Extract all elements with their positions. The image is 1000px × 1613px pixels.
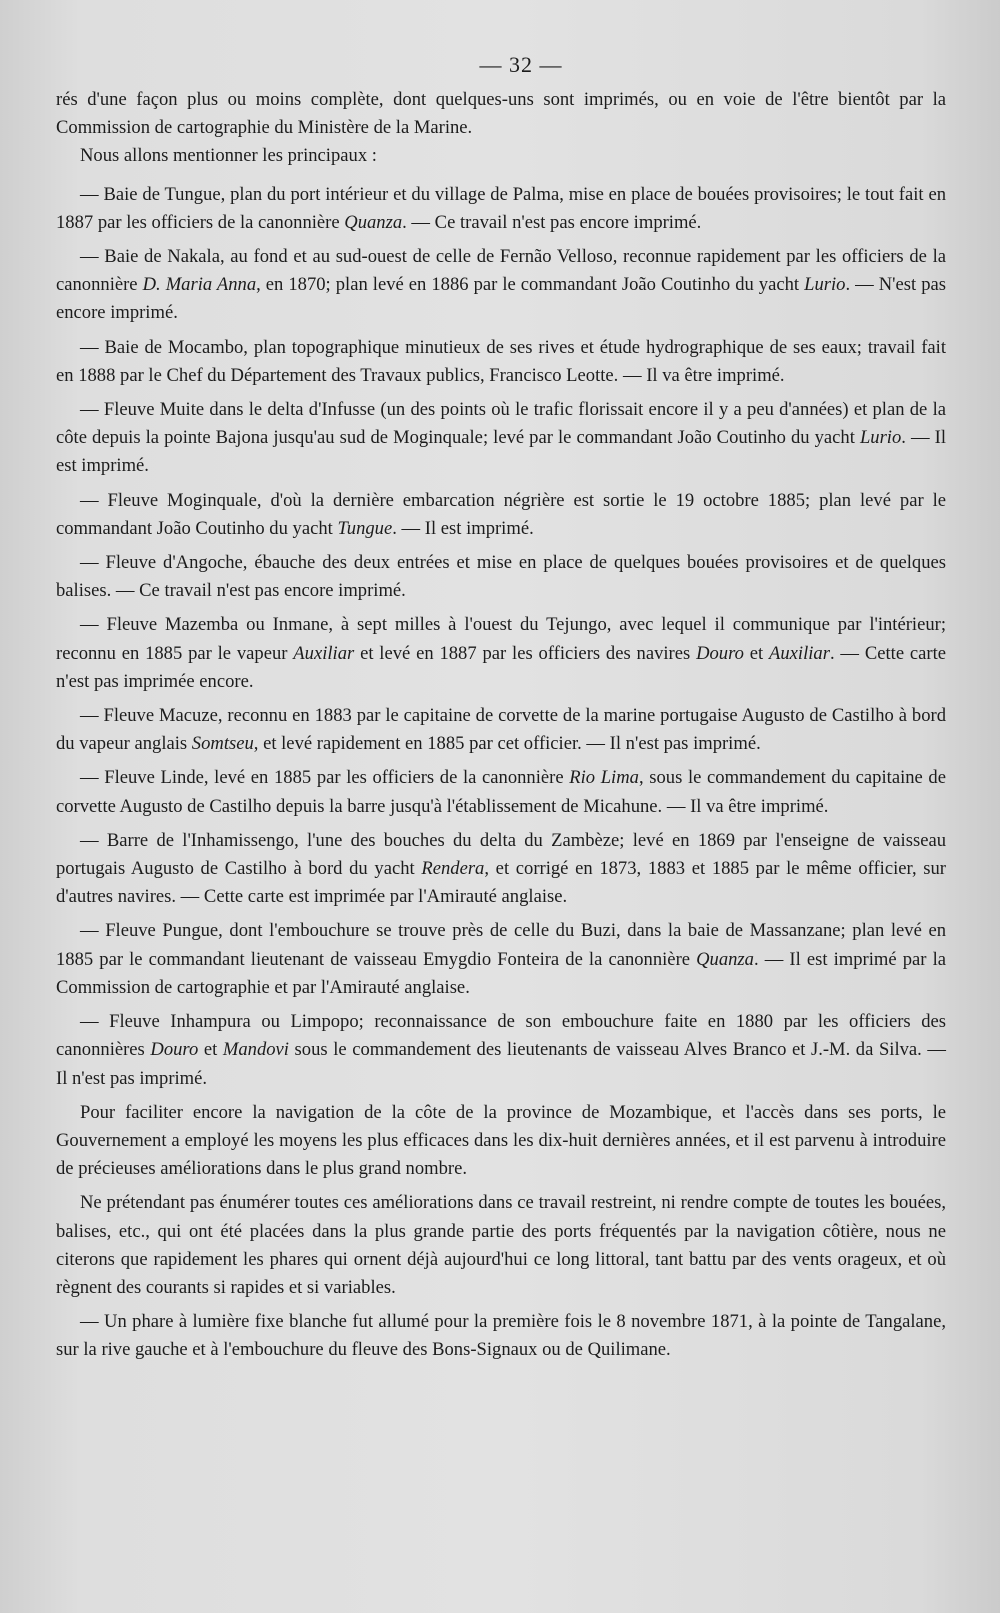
ship-name: Douro bbox=[696, 642, 744, 664]
text-run: . — N'est pas encore imprimé. bbox=[56, 274, 946, 324]
text-run: — Baie de Mocambo, plan topographique minutieux de ses rives et étude hydrographique de ses eaux; travail fait en 1888 par le Chef du Département des Travaux publics, Francisco Leotte. — Il va être imprimé. bbox=[56, 336, 946, 386]
text-run: sous le commandement des lieutenants de vaisseau Alves Branco et J.-M. da Silva. — Il n'est pas imprimé. bbox=[56, 1039, 946, 1089]
body-text bbox=[56, 86, 946, 1365]
text-run: — Fleuve Inhampura ou Limpopo; reconnaissance de son embouchure faite en 1880 par les officiers des canonnières bbox=[56, 1011, 946, 1061]
paragraph bbox=[56, 1099, 946, 1184]
text-run: . — Il est imprimé par la Commission de cartographie et par l'Amirauté anglaise. bbox=[56, 948, 946, 998]
paragraph bbox=[56, 611, 946, 696]
text-run: , sous le commandement du capitaine de corvette Augusto de Castilho depuis la barre jusqu'à l'établissement de Micahune. — Il va être imprimé. bbox=[56, 767, 946, 817]
ship-name: Lurio bbox=[804, 274, 846, 296]
paragraph bbox=[56, 1308, 946, 1364]
ship-name: Rendera bbox=[421, 858, 485, 880]
ship-name: Lurio bbox=[859, 427, 902, 449]
text-run: — Baie de Tungue, plan du port intérieur et du village de Palma, mise en place de bouées provisoires; le tout fait en 1887 par les officiers de la canonnière bbox=[56, 183, 946, 233]
paragraph bbox=[56, 1189, 946, 1302]
paragraph bbox=[56, 487, 946, 543]
paragraph bbox=[56, 1008, 946, 1093]
text-run: — Fleuve Linde, levé en 1885 par les officiers de la canonnière bbox=[80, 767, 570, 789]
text-run: et levé en 1887 par les officiers des navires bbox=[354, 642, 697, 664]
text-run: , en 1870; plan levé en 1886 par le commandant João Coutinho du yacht bbox=[256, 274, 805, 296]
text-run: — Fleuve Muite dans le delta d'Infusse (un des points où le trafic florissait encore il y a peu d'années) et plan de la côte depuis la pointe Bajona jusqu'au sud de Moginquale; levé par le commandant João Coutinho du yacht bbox=[56, 399, 946, 449]
text-run: rés d'une façon plus ou moins complète, dont quelques-uns sont imprimés, ou en voie de l'être bientôt par la Commission de cartographie du Ministère de la Marine. bbox=[56, 89, 946, 139]
paragraph bbox=[56, 181, 946, 237]
paragraph bbox=[56, 86, 946, 142]
text-run: . — Ce travail n'est pas encore imprimé. bbox=[402, 211, 702, 233]
text-run: — Fleuve Pungue, dont l'embouchure se trouve près de celle du Buzi, dans la baie de Massanzane; plan levé en 1885 par le commandant lieutenant de vaisseau Emygdio Fonteira de la canonnière bbox=[56, 920, 946, 970]
text-run: Nous allons mentionner les principaux : bbox=[80, 145, 377, 167]
text-run: — Un phare à lumière fixe blanche fut allumé pour la première fois le 8 novembre 1871, à la pointe de Tangalane, sur la rive gauche et à l'embouchure du fleuve des Bons-Signaux ou de Quilimane. bbox=[56, 1311, 946, 1361]
text-run: — Fleuve d'Angoche, ébauche des deux entrées et mise en place de quelques bouées provisoires et de quelques balises. — Ce travail n'est pas encore imprimé. bbox=[56, 552, 946, 602]
ship-name: Douro bbox=[150, 1039, 199, 1061]
text-run: — Fleuve Mazemba ou Inmane, à sept milles à l'ouest du Tejungo, avec lequel il communique par l'intérieur; reconnu en 1885 par le vapeur bbox=[56, 614, 946, 664]
page-number: — 32 — bbox=[479, 52, 563, 77]
paragraph bbox=[56, 827, 946, 912]
text-run: . — Cette carte n'est pas imprimée encore. bbox=[56, 642, 947, 692]
ship-name: Mandovi bbox=[222, 1039, 289, 1061]
ship-name: D. Maria Anna bbox=[142, 274, 257, 296]
text-run: . — Il est imprimé. bbox=[392, 517, 534, 539]
text-run: , et corrigé en 1873, 1883 et 1885 par le même officier, sur d'autres navires. — Cette carte est imprimée par l'Amirauté anglaise. bbox=[56, 858, 946, 908]
paragraph bbox=[56, 334, 946, 390]
ship-name: Quanza bbox=[696, 948, 754, 970]
paragraph bbox=[56, 396, 946, 481]
text-run: — Baie de Nakala, au fond et au sud-ouest de celle de Fernão Velloso, reconnue rapidement par les officiers de la canonnière bbox=[56, 246, 946, 296]
ship-name: Auxiliar bbox=[293, 642, 355, 664]
paragraph bbox=[56, 764, 946, 820]
ship-name: Quanza bbox=[344, 211, 403, 233]
text-run: Ne prétendant pas énumérer toutes ces améliorations dans ce travail restreint, ni rendre compte de toutes les bouées, balises, etc., qui ont été placées dans la plus grande partie des ports fréquentés par la navigation côtière, nous ne citerons que rapidement les phares qui ornent déjà aujourd'hui ce long littoral, tant battu par des vents orageux, et où règnent des courants si rapides et si variables. bbox=[56, 1192, 946, 1298]
ship-name: Tungue bbox=[337, 517, 393, 539]
paragraph bbox=[56, 549, 946, 605]
text-run: et bbox=[198, 1039, 223, 1061]
paragraph bbox=[56, 702, 946, 758]
ship-name: Rio Lima bbox=[569, 767, 639, 789]
paragraph bbox=[56, 142, 946, 170]
paragraph bbox=[56, 243, 946, 328]
text-run: — Fleuve Moginquale, d'où la dernière embarcation négrière est sortie le 19 octobre 1885; plan levé par le commandant João Coutinho du yacht bbox=[56, 489, 946, 539]
text-run: Pour faciliter encore la navigation de la côte de la province de Mozambique, et l'accès dans ses ports, le Gouvernement a employé les moyens les plus efficaces dans les dix-huit dernières années, et il est parvenu à introduire de précieuses améliorations dans le plus grand nombre. bbox=[56, 1101, 946, 1180]
ship-name: Auxiliar bbox=[769, 642, 830, 664]
text-run: — Fleuve Macuze, reconnu en 1883 par le capitaine de corvette de la marine portugaise Augusto de Castilho à bord du vapeur anglais bbox=[56, 705, 946, 755]
text-run: et bbox=[743, 642, 769, 664]
ship-name: Somtseu bbox=[191, 733, 254, 755]
paragraph bbox=[56, 917, 946, 1002]
text-run: — Barre de l'Inhamissengo, l'une des bouches du delta du Zambèze; levé en 1869 par l'enseigne de vaisseau portugais Augusto de Castilho à bord du yacht bbox=[56, 829, 946, 880]
text-run: . — Il est imprimé. bbox=[56, 427, 946, 477]
text-run: , et levé rapidement en 1885 par cet officier. — Il n'est pas imprimé. bbox=[253, 733, 761, 755]
